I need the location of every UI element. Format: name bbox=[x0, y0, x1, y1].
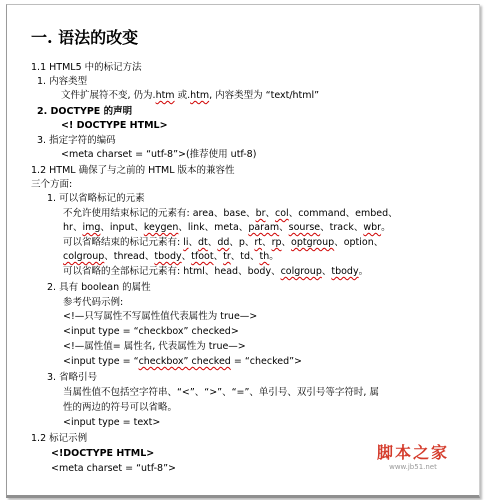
text-line: 性的两边的符号可以省略。 bbox=[63, 402, 178, 413]
watermark-name: 脚本之家 bbox=[376, 443, 449, 462]
code-line: <!—属性值= 属性名, 代表属性为 true—> bbox=[63, 341, 246, 352]
code-line: <meta charset = “utf-8”>(推荐使用 utf-8) bbox=[61, 149, 257, 160]
text-line: 不允许使用结束标记的元素有: area、base、br、col、command、embed、 bbox=[63, 208, 398, 219]
subheading: 2. DOCTYPE 的声明 bbox=[37, 106, 133, 117]
code-line: <meta charset = “utf-8”> bbox=[51, 463, 176, 474]
watermark-logo bbox=[377, 440, 449, 471]
subheading: 3. 省略引号 bbox=[47, 372, 98, 383]
section-heading: 1.2 HTML 确保了与之前的 HTML 版本的兼容性 bbox=[31, 165, 235, 176]
text-line: 文件扩展符不变, 仍为.htm 或.htm, 内容类型为 “text/html” bbox=[61, 90, 320, 101]
subheading: 3. 指定字符的编码 bbox=[37, 135, 116, 146]
code-line: <!DOCTYPE HTML> bbox=[51, 448, 155, 459]
code-line: <input type = text> bbox=[63, 417, 161, 428]
code-line: <! DOCTYPE HTML> bbox=[61, 120, 168, 131]
code-line: <input type = “checkbox” checked = “checked”> bbox=[63, 356, 302, 367]
section-heading: 1.2 标记示例 bbox=[31, 433, 88, 444]
text-line: 可以省略结束的标记元素有: li、dt、dd、p、rt、rp、optgroup、option、 bbox=[63, 237, 384, 248]
text-line: 可以省略的全部标记元素有: html、head、body、colgroup、tbody。 bbox=[63, 266, 369, 277]
subheading: 2. 具有 boolean 的属性 bbox=[47, 282, 151, 293]
watermark-url: www.jb51.net bbox=[389, 463, 437, 471]
code-line: <!—只写属性不写属性值代表属性为 true—> bbox=[63, 311, 258, 322]
page-title: 一. 语法的改变 bbox=[31, 28, 139, 47]
text-line: colgroup、thread、tbody、tfoot、tr、td、th。 bbox=[63, 251, 279, 262]
subheading: 1. 内容类型 bbox=[37, 76, 88, 87]
code-line: <input type = “checkbox” checked> bbox=[63, 326, 239, 337]
text-line: 当属性值不包括空字符串、“<”、“>”、“=”、单引号、双引号等字符时, 属 bbox=[63, 387, 379, 398]
text-line: hr、img、input、keygen、link、meta、param、sourse、track、wbr。 bbox=[63, 222, 391, 233]
text-line: 三个方面: bbox=[31, 179, 73, 190]
document-page bbox=[6, 4, 480, 498]
text-line: 参考代码示例: bbox=[63, 297, 124, 308]
subheading: 1. 可以省略标记的元素 bbox=[47, 193, 145, 204]
section-heading: 1.1 HTML5 中的标记方法 bbox=[31, 62, 142, 73]
